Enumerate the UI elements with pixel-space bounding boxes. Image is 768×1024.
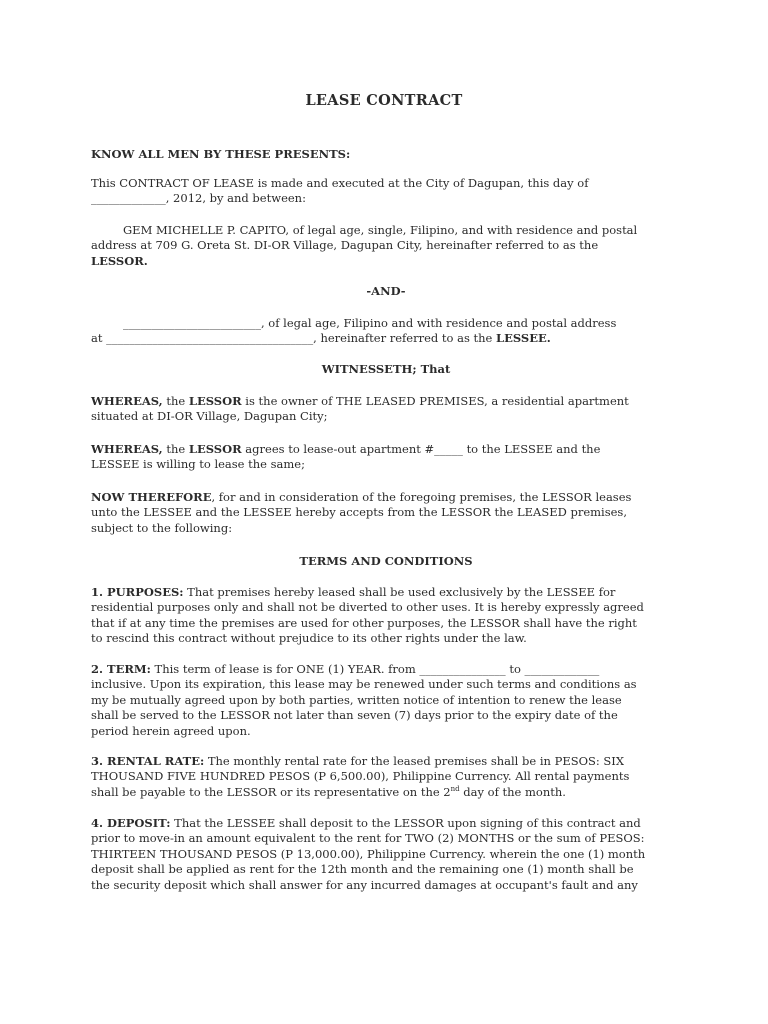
now-therefore-keyword: NOW THEREFORE — [91, 490, 212, 504]
deposit-clause — [91, 816, 681, 893]
witnesseth-heading: WITNESSETH; That — [321, 362, 451, 376]
whereas-1-paragraph — [91, 394, 681, 425]
lessee-paragraph — [91, 316, 681, 347]
lessor-paragraph — [91, 223, 681, 269]
purposes-line-4: to rescind this contract without prejudice to its other rights under the law. — [91, 631, 527, 646]
term-line-1: This term of lease is for ONE (1) YEAR. from _______________ to _____________ — [150, 662, 600, 676]
deposit-line-1: That the LESSEE shall deposit to the LESSOR upon signing of this contract and — [170, 816, 641, 830]
deposit-line-3: THIRTEEN THOUSAND PESOS (P 13,000.00), Philippine Currency. wherein the one (1) month — [91, 846, 646, 861]
lessor-line-2: address at 709 G. Oreta St. DI-OR Village, Dagupan City, hereinafter referred to as the — [91, 238, 599, 253]
term-label: 2. TERM: — [91, 662, 151, 676]
rental-line-1: The monthly rental rate for the leased premises shall be in PESOS: SIX — [204, 754, 625, 768]
whereas-1-lessor: LESSOR — [188, 394, 242, 408]
now-therefore-line-2: unto the LESSEE and the LESSEE hereby accepts from the LESSOR the LEASED premises, — [91, 505, 627, 520]
now-therefore-text: , for and in consideration of the foregoing premises, the LESSOR leases — [211, 490, 632, 504]
purposes-line-1: That premises hereby leased shall be used exclusively by the LESSEE for — [183, 585, 616, 599]
whereas-1-keyword: WHEREAS, — [91, 394, 163, 408]
deposit-line-5: the security deposit which shall answer for any incurred damages at occupant's fault and any — [91, 877, 638, 892]
rental-line-3a: shall be payable to the LESSOR or its representative on the 2 — [91, 784, 451, 799]
now-therefore-line-3: subject to the following: — [91, 520, 233, 535]
whereas-1-line-2: situated at DI-OR Village, Dagupan City; — [91, 409, 328, 424]
rental-superscript: nd — [450, 784, 460, 793]
purposes-line-3: that if at any time the premises are used for other purposes, the LESSOR shall have the right — [91, 615, 637, 630]
intro-line-2: _____________, 2012, by and between: — [91, 191, 306, 206]
rental-line-2: THOUSAND FIVE HUNDRED PESOS (P 6,500.00), Philippine Currency. All rental payments — [91, 769, 630, 784]
rental-line-3b: day of the month. — [459, 784, 566, 799]
whereas-1-text-a: the — [162, 394, 189, 408]
whereas-2-text-a: the — [162, 442, 189, 456]
rental-rate-clause — [91, 754, 681, 800]
deposit-line-2: prior to move-in an amount equivalent to the rent for TWO (2) MONTHS or the sum of PESOS: — [91, 831, 645, 846]
term-line-3: my be mutually agreed upon by both parties, written notice of intention to renew the lease — [91, 692, 622, 707]
term-line-4: shall be served to the LESSOR not later than seven (7) days prior to the expiry date of the — [91, 708, 618, 723]
term-line-5: period herein agreed upon. — [91, 723, 251, 738]
whereas-2-line-2: LESSEE is willing to lease the same; — [91, 457, 305, 472]
know-all-heading: KNOW ALL MEN BY THESE PRESENTS: — [91, 147, 351, 161]
term-line-2: inclusive. Upon its expiration, this lease may be renewed under such terms and conditions as — [91, 677, 637, 692]
whereas-1-text-b: is the owner of THE LEASED PREMISES, a residential apartment — [241, 394, 629, 408]
intro-line-1: This CONTRACT OF LEASE is made and executed at the City of Dagupan, this day of — [91, 176, 589, 190]
document-title: LEASE CONTRACT — [305, 92, 463, 109]
whereas-2-keyword: WHEREAS, — [91, 442, 163, 456]
purposes-clause — [91, 585, 681, 647]
term-clause — [91, 662, 681, 739]
whereas-2-paragraph — [91, 442, 681, 473]
lessee-line-1: ________________________, of legal age, Filipino and with residence and postal address — [123, 316, 617, 330]
lessor-line-1: GEM MICHELLE P. CAPITO, of legal age, single, Filipino, and with residence and postal — [123, 223, 638, 237]
whereas-2-lessor: LESSOR — [188, 442, 242, 456]
purposes-line-2: residential purposes only and shall not be diverted to other uses. It is hereby expressly agreed — [91, 600, 644, 615]
whereas-2-text-b: agrees to lease-out apartment #_____ to the LESSEE and the — [241, 442, 601, 456]
lessor-label: LESSOR. — [91, 253, 148, 268]
purposes-label: 1. PURPOSES: — [91, 585, 184, 599]
and-separator: -AND- — [366, 284, 406, 298]
rental-rate-label: 3. RENTAL RATE: — [91, 754, 205, 768]
deposit-line-4: deposit shall be applied as rent for the 12th month and the remaining one (1) month shall be — [91, 862, 634, 877]
deposit-label: 4. DEPOSIT: — [91, 816, 171, 830]
lessee-line-2: at ____________________________________, hereinafter referred to as the — [91, 331, 497, 346]
lessee-label: LESSEE. — [496, 331, 551, 346]
now-therefore-paragraph — [91, 490, 681, 536]
terms-heading: TERMS AND CONDITIONS — [299, 554, 473, 568]
intro-paragraph — [91, 176, 681, 207]
